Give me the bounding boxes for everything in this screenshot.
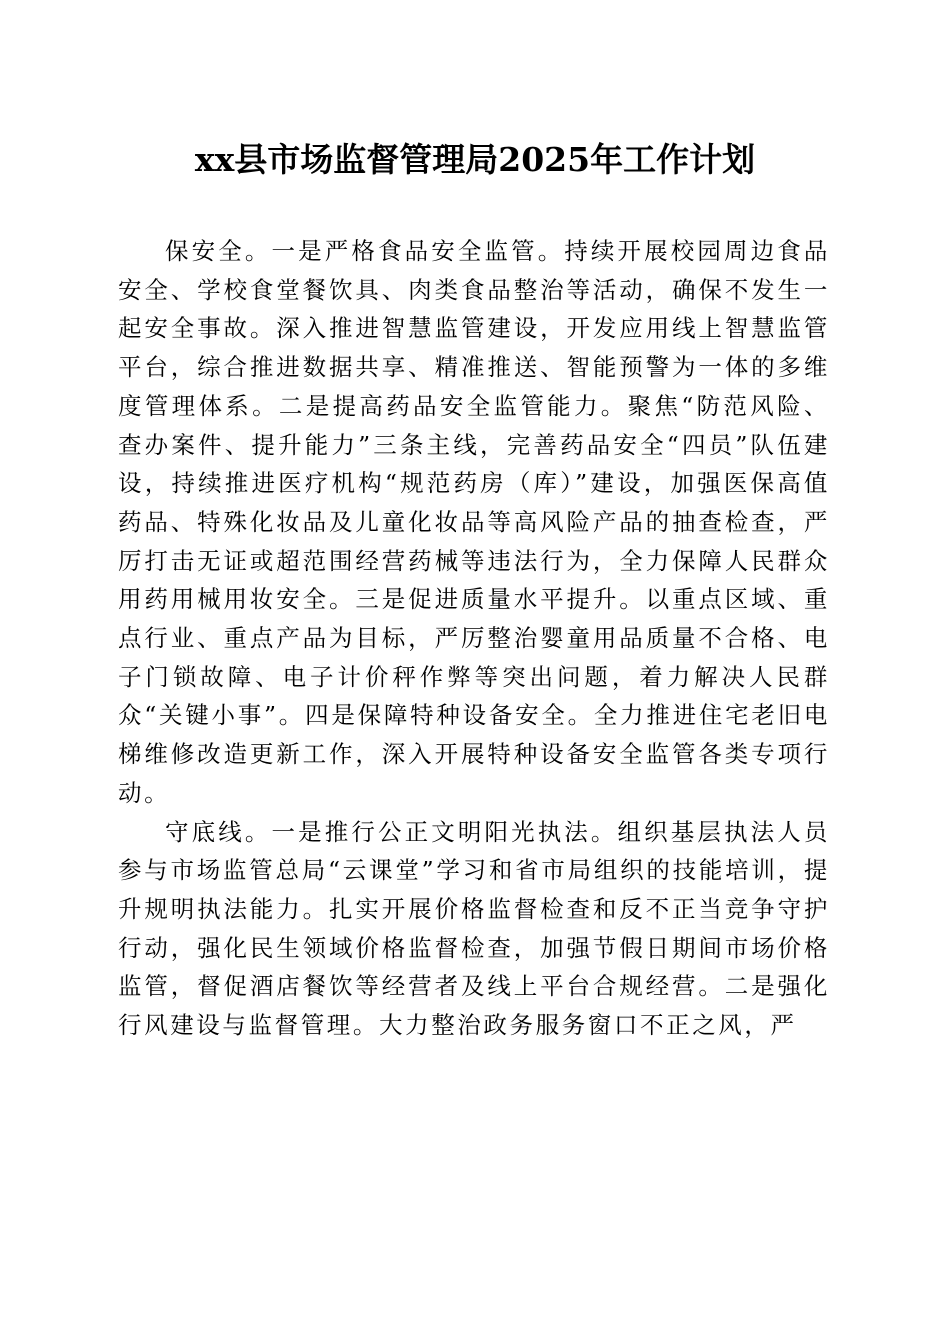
paragraph-bottom-line: 守底线。一是推行公正文明阳光执法。组织基层执法人员参与市场监管总局“云课堂”学习和省市局组织的技能培训，提升规明执法能力。扎实开展价格监督检查和反不正当竞争守护行动，强化民生领域价格监督检查，加强节假日期间市场价格监管，督促酒店餐饮等经营者及线上平台合规经营。二是强化行风建设与监督管理。大力整治政务服务窗口不正之风，严 xyxy=(118,817,830,1040)
paragraph-safety: 保安全。一是严格食品安全监管。持续开展校园周边食品安全、学校食堂餐饮具、肉类食品整治等活动，确保不发生一起安全事故。深入推进智慧监管建设，开发应用线上智慧监管平台，综合推进数据共享、精准推送、智能预警为一体的多维度管理体系。二是提高药品安全监管能力。聚焦“防范风险、查办案件、提升能力”三条主线，完善药品安全“四员”队伍建设，持续推进医疗机构“规范药房（库）”建设，加强医保高值药品、特殊化妆品及儿童化妆品等高风险产品的抽查检查，严厉打击无证或超范围经营药械等违法行为，全力保障人民群众用药用械用妆安全。三是促进质量水平提升。以重点区域、重点行业、重点产品为目标，严厉整治婴童用品质量不合格、电子门锁故障、电子计价秤作弊等突出问题，着力解决人民群众“关键小事”。四是保障特种设备安全。全力推进住宅老旧电梯维修改造更新工作，深入开展特种设备安全监管各类专项行动。 xyxy=(118,237,830,807)
document-body xyxy=(118,232,830,1045)
document-title: xx县市场监督管理局2025年工作计划 xyxy=(194,140,756,179)
